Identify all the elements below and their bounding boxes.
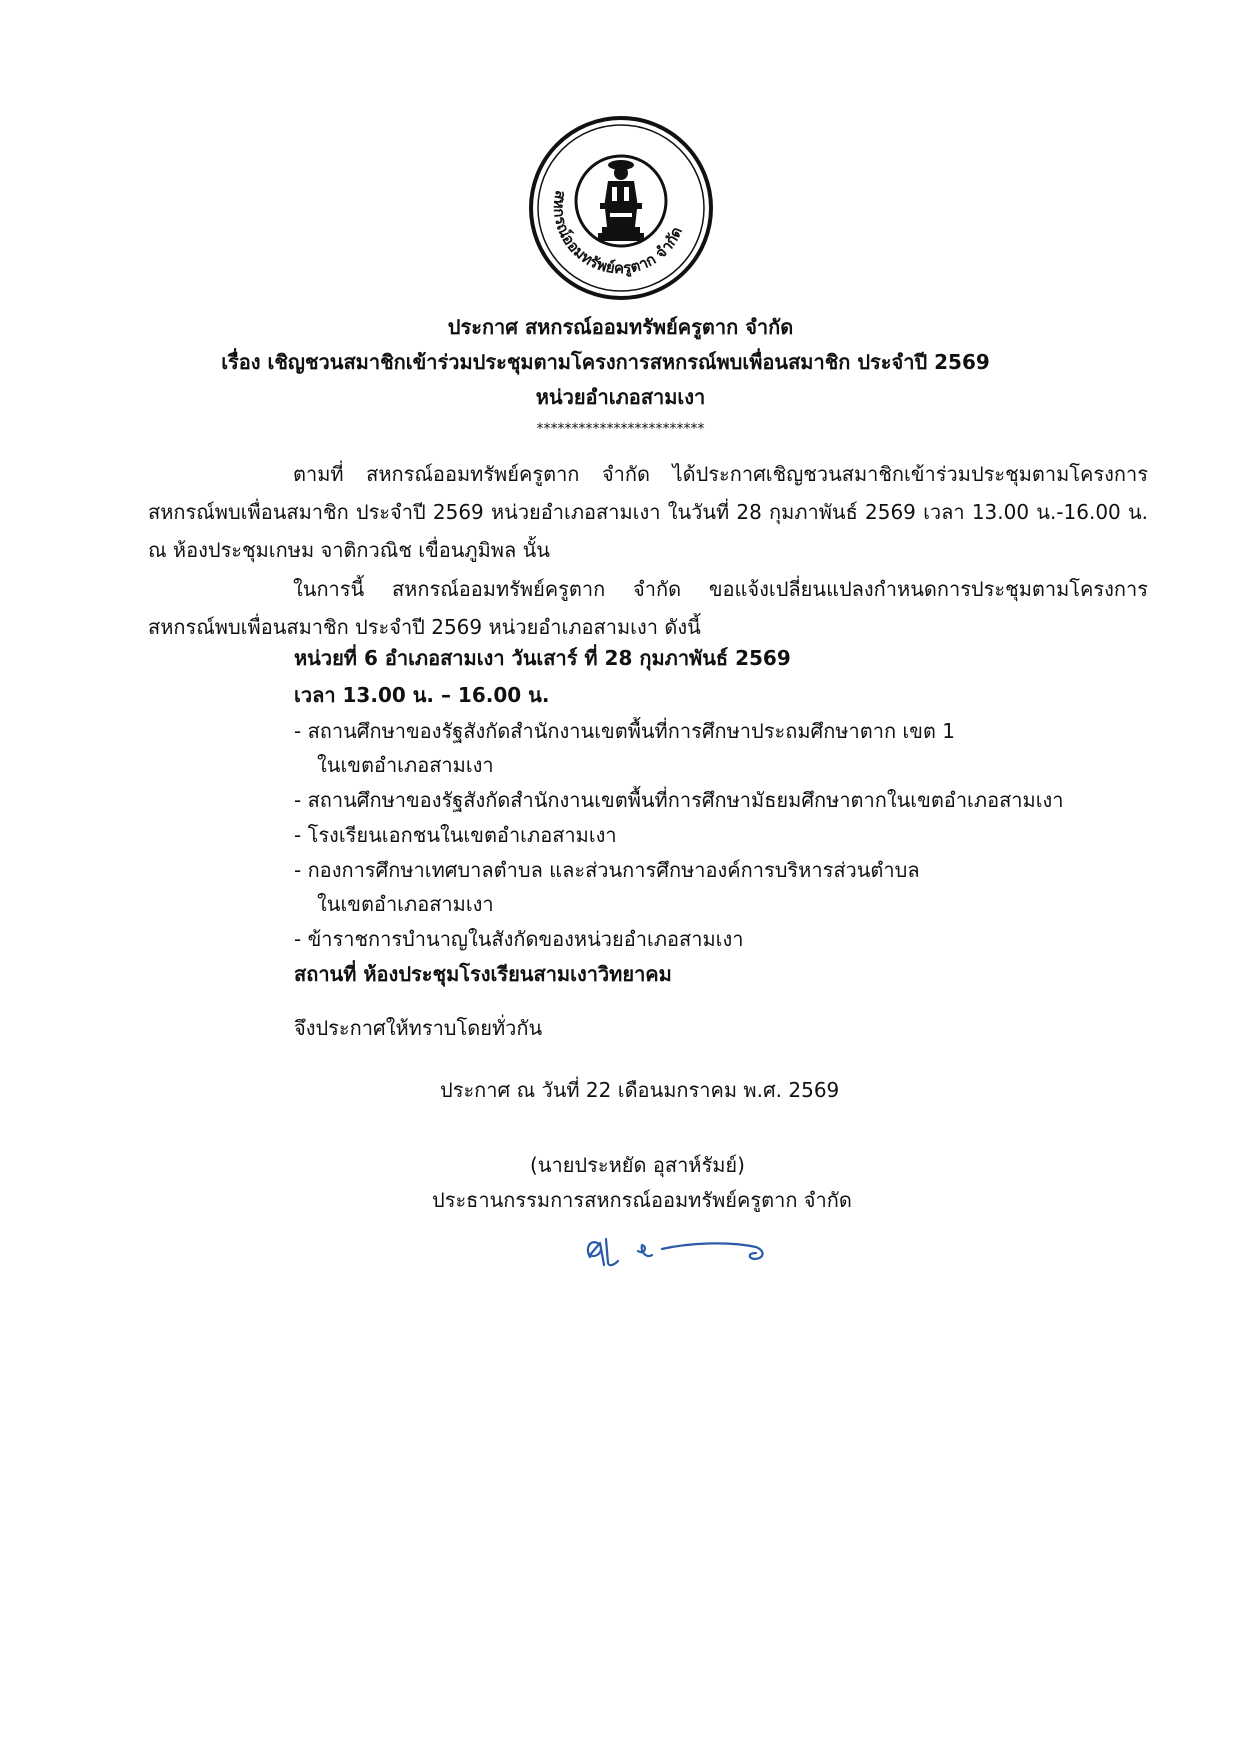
list-item: - กองการศึกษาเทศบาลตำบล และส่วนการศึกษาองค์การบริหารส่วนตำบล xyxy=(294,858,920,882)
signer-name: (นายประหยัด อุสาห์รัมย์) xyxy=(530,1153,745,1177)
paragraph-2-text: ในการนี้ สหกรณ์ออมทรัพย์ครูตาก จำกัด ขอแจ้งเปลี่ยนแปลงกำหนดการประชุมตามโครงการสหกรณ์พบเพื่อนสมาชิก ประจำปี 2569 หน่วยอำเภอสามเงา ดังนี้ xyxy=(148,577,1148,639)
signer-title: ประธานกรรมการสหกรณ์ออมทรัพย์ครูตาก จำกัด xyxy=(432,1188,852,1212)
list-item: - โรงเรียนเอกชนในเขตอำเภอสามเงา xyxy=(294,823,617,847)
paragraph-1-text: ตามที่ สหกรณ์ออมทรัพย์ครูตาก จำกัด ได้ประกาศเชิญชวนสมาชิกเข้าร่วมประชุมตามโครงการสหกรณ์พบเพื่อนสมาชิก ประจำปี 2569 หน่วยอำเภอสามเงา ในวันที่ 28 กุมภาพันธ์ 2569 เวลา 13.00 น.-16.00 น. ณ ห้องประชุมเกษม จาติกวณิช เขื่อนภูมิพล นั้น xyxy=(148,462,1148,562)
announcement-unit: หน่วยอำเภอสามเงา xyxy=(535,385,706,409)
list-item: - สถานศึกษาของรัฐสังกัดสำนักงานเขตพื้นที่การศึกษาประถมศึกษาตาก เขต 1 xyxy=(294,719,955,743)
list-item: - สถานศึกษาของรัฐสังกัดสำนักงานเขตพื้นที่การศึกษามัธยมศึกษาตากในเขตอำเภอสามเงา xyxy=(294,788,1064,812)
time-line: เวลา 13.00 น. – 16.00 น. xyxy=(294,683,550,707)
paragraph-1 xyxy=(148,455,1148,569)
svg-text:สหกรณ์ออมทรัพย์ครูตาก จำกัด: สหกรณ์ออมทรัพย์ครูตาก จำกัด xyxy=(549,188,686,278)
venue-line: สถานที่ ห้องประชุมโรงเรียนสามเงาวิทยาคม xyxy=(294,962,672,986)
unit-schedule-line: หน่วยที่ 6 อำเภอสามเงา วันเสาร์ ที่ 28 กุมภาพันธ์ 2569 xyxy=(294,646,791,670)
separator-stars: ************************ xyxy=(536,421,705,437)
cooperative-seal-logo xyxy=(528,115,714,301)
announcement-subject: เรื่อง เชิญชวนสมาชิกเข้าร่วมประชุมตามโครงการสหกรณ์พบเพื่อนสมาชิก ประจำปี 2569 xyxy=(221,350,990,374)
announcement-title: ประกาศ สหกรณ์ออมทรัพย์ครูตาก จำกัด xyxy=(447,315,794,339)
list-item: - ข้าราชการบำนาญในสังกัดของหน่วยอำเภอสามเงา xyxy=(294,927,744,951)
closing-line: จึงประกาศให้ทราบโดยทั่วกัน xyxy=(294,1016,543,1040)
announcement-date: ประกาศ ณ วันที่ 22 เดือนมกราคม พ.ศ. 2569 xyxy=(440,1078,840,1102)
list-item-continuation: ในเขตอำเภอสามเงา xyxy=(317,892,494,916)
paragraph-2 xyxy=(148,570,1148,646)
list-item-continuation: ในเขตอำเภอสามเงา xyxy=(317,753,494,777)
handwritten-signature xyxy=(578,1225,778,1280)
